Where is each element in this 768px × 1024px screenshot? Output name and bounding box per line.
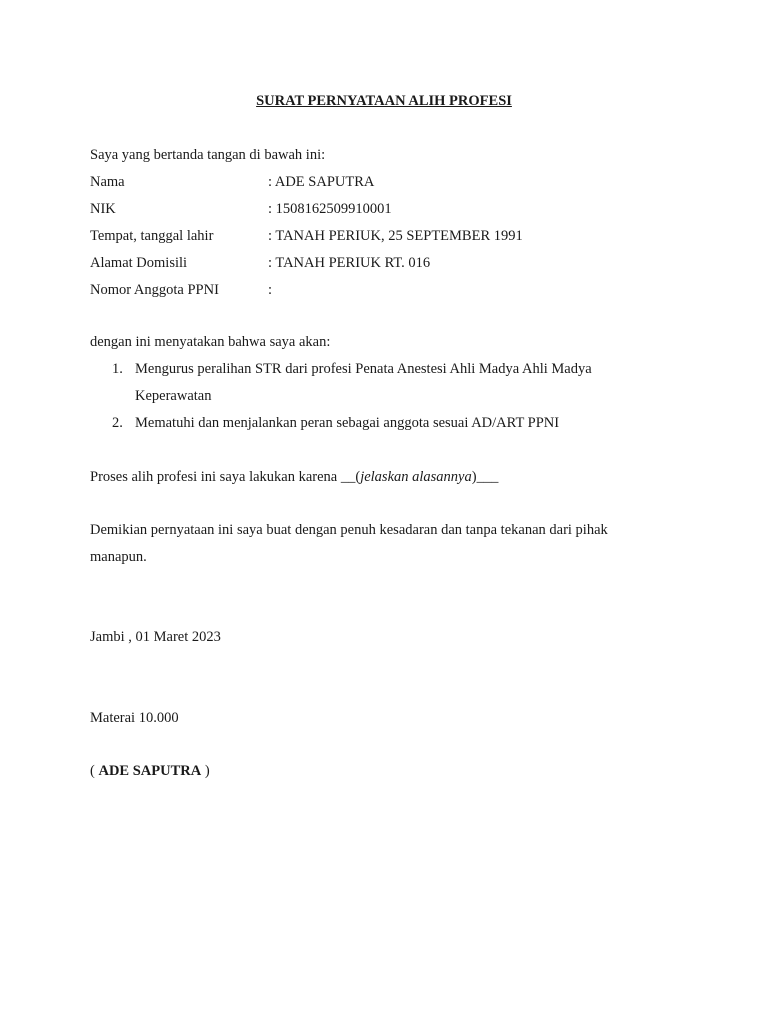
- list-item-continuation: Keperawatan: [135, 388, 212, 404]
- list-text: Mematuhi dan menjalankan peran sebagai anggota sesuai AD/ART PPNI: [135, 415, 560, 431]
- signature-name-text: ADE SAPUTRA: [98, 763, 202, 779]
- signature-paren-open: (: [90, 763, 99, 779]
- field-label: Tempat, tanggal lahir: [90, 228, 214, 244]
- field-row-nik: [90, 201, 392, 218]
- reason-text: [90, 469, 498, 486]
- signature-name: [90, 763, 210, 780]
- document-title: SURAT PERNYATAAN ALIH PROFESI: [256, 93, 512, 109]
- closing-text-line2: manapun.: [90, 549, 147, 565]
- list-number: 1.: [112, 361, 123, 377]
- field-row-member-number: [90, 282, 272, 299]
- field-label: Nomor Anggota PPNI: [90, 282, 219, 298]
- field-label: Alamat Domisili: [90, 255, 188, 271]
- field-row-name: [90, 174, 374, 191]
- signature-paren-close: ): [201, 763, 210, 779]
- field-label: Nama: [90, 174, 125, 190]
- field-value: :: [268, 282, 273, 298]
- statement-intro: dengan ini menyatakan bahwa saya akan:: [90, 334, 331, 350]
- field-row-address: [90, 255, 430, 272]
- stamp-note: Materai 10.000: [90, 710, 179, 726]
- reason-prefix: Proses alih profesi ini saya lakukan karena __(: [90, 469, 361, 485]
- place-date: Jambi , 01 Maret 2023: [90, 629, 221, 645]
- list-item: [112, 361, 592, 378]
- intro-text: Saya yang bertanda tangan di bawah ini:: [90, 147, 326, 163]
- list-item: [112, 415, 559, 432]
- field-value: : ADE SAPUTRA: [268, 174, 375, 190]
- reason-placeholder: jelaskan alasannya: [360, 469, 472, 485]
- closing-text-line1: Demikian pernyataan ini saya buat dengan penuh kesadaran dan tanpa tekanan dari pihak: [90, 522, 608, 538]
- list-text: Mengurus peralihan STR dari profesi Penata Anestesi Ahli Madya Ahli Madya: [135, 361, 592, 377]
- field-label: NIK: [90, 201, 116, 217]
- field-value: : 1508162509910001: [268, 201, 392, 217]
- field-value: : TANAH PERIUK RT. 016: [268, 255, 431, 271]
- field-value: : TANAH PERIUK, 25 SEPTEMBER 1991: [268, 228, 523, 244]
- field-row-birth: [90, 228, 523, 245]
- reason-suffix: )___: [471, 469, 499, 485]
- list-number: 2.: [112, 415, 123, 431]
